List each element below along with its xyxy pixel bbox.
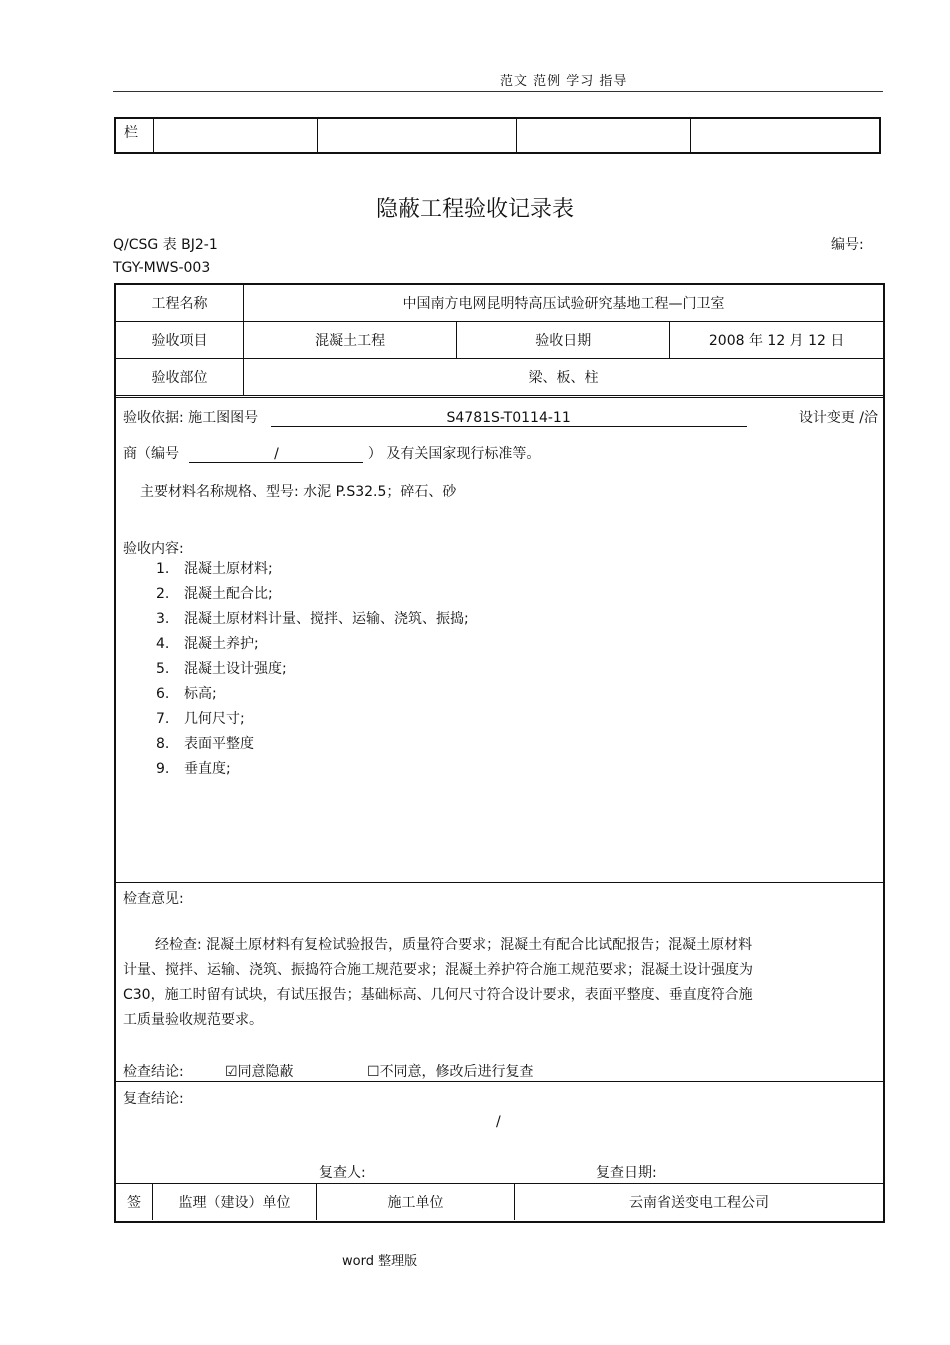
record-form	[114, 283, 885, 1223]
section-divider	[116, 397, 883, 398]
inspection-item-label: 验收项目	[116, 322, 244, 359]
inspection-line: C30，施工时留有试块，有试压报告；基础标高、几何尺寸符合设计要求，表面平整度、垂直度符合施	[123, 987, 753, 1003]
materials-line: 主要材料名称规格、型号: 水泥 P.S32.5；碎石、砂	[140, 484, 457, 500]
list-item	[156, 757, 469, 782]
fragment-cell	[154, 118, 318, 153]
inspection-item-value: 混凝土工程	[244, 322, 457, 359]
inspection-date-label: 验收日期	[457, 322, 670, 359]
review-value: /	[496, 1114, 501, 1130]
previous-table-fragment	[114, 117, 881, 154]
list-item	[156, 632, 469, 657]
signature-table	[116, 1183, 883, 1220]
inspection-part-value: 梁、板、柱	[244, 359, 884, 396]
list-item-number: 3.	[156, 611, 170, 627]
content-label: 验收内容:	[123, 541, 184, 557]
reviewer-label: 复查人:	[319, 1165, 366, 1181]
content-list	[156, 557, 469, 782]
list-item-text: 垂直度;	[184, 761, 231, 777]
construction-unit-name: 云南省送变电工程公司	[515, 1184, 884, 1221]
list-item-number: 5.	[156, 661, 170, 677]
document-title: 隐蔽工程验收记录表	[375, 197, 574, 222]
conclusion-label: 检查结论:	[123, 1064, 184, 1080]
inspection-line: 工质量验收规范要求。	[123, 1012, 263, 1028]
fragment-cell-label: 栏	[115, 118, 154, 153]
list-item-text: 混凝土养护;	[184, 636, 259, 652]
list-item-number: 8.	[156, 736, 170, 752]
list-item	[156, 707, 469, 732]
list-item	[156, 607, 469, 632]
list-item-number: 6.	[156, 686, 170, 702]
form-code: Q/CSG 表 BJ2-1	[113, 237, 218, 253]
drawing-number: S4781S-T0114-11	[271, 410, 747, 427]
inspection-line: 计量、搅拌、运输、浇筑、振捣符合施工规范要求；混凝土养护符合施工规范要求；混凝土设计强度为	[123, 962, 753, 978]
list-item-text: 表面平整度	[184, 736, 254, 752]
list-item-number: 7.	[156, 711, 170, 727]
construction-unit-label: 施工单位	[317, 1184, 515, 1221]
page-header-text: 范文 范例 学习 指导	[500, 74, 628, 89]
list-item-text: 标高;	[184, 686, 217, 702]
project-name-label: 工程名称	[116, 285, 244, 322]
list-item-number: 1.	[156, 561, 170, 577]
fragment-cell	[318, 118, 517, 153]
unchecked-checkbox-icon: ☐	[367, 1064, 380, 1080]
change-number: /	[189, 446, 363, 463]
basis-line2-prefix: 商（编号	[123, 446, 179, 462]
conclusion-line	[123, 1061, 863, 1081]
list-item-text: 混凝土配合比;	[184, 586, 273, 602]
basis-line2-suffix: ） 及有关国家现行标准等。	[367, 446, 541, 462]
list-item	[156, 657, 469, 682]
fragment-cell	[691, 118, 881, 153]
inspection-line: 经检查: 混凝土原材料有复检试验报告，质量符合要求；混凝土有配合比试配报告；混凝土原材料	[155, 937, 753, 953]
form-code-2: TGY-MWS-003	[113, 260, 211, 276]
list-item-text: 混凝土设计强度;	[184, 661, 287, 677]
list-item	[156, 682, 469, 707]
disagree-option[interactable]	[367, 1061, 534, 1081]
fragment-cell	[517, 118, 691, 153]
disagree-label: 不同意，修改后进行复查	[379, 1064, 534, 1080]
list-item	[156, 582, 469, 607]
inspection-text	[123, 933, 843, 1033]
inspection-part-label: 验收部位	[116, 359, 244, 396]
supervisor-unit-label: 监理（建设）单位	[153, 1184, 317, 1221]
list-item-text: 混凝土原材料计量、搅拌、运输、浇筑、振捣;	[184, 611, 469, 627]
basis-line-1	[123, 407, 878, 427]
design-change-label: 设计变更 /洽	[798, 410, 878, 426]
sign-label: 签	[116, 1184, 153, 1221]
list-item-number: 9.	[156, 761, 170, 777]
basis-line-2	[123, 443, 540, 463]
checked-checkbox-icon: ☑	[225, 1064, 238, 1080]
section-divider	[116, 882, 883, 883]
project-name-value: 中国南方电网昆明特高压试验研究基地工程—门卫室	[244, 285, 884, 322]
list-item-number: 4.	[156, 636, 170, 652]
list-item-text: 几何尺寸;	[184, 711, 245, 727]
header-rule	[113, 91, 883, 92]
review-date-label: 复查日期:	[596, 1165, 657, 1181]
basis-prefix: 验收依据: 施工图图号	[123, 410, 259, 426]
agree-label: 同意隐蔽	[237, 1064, 294, 1080]
list-item-number: 2.	[156, 586, 170, 602]
list-item	[156, 557, 469, 582]
info-table	[116, 285, 883, 396]
page-footer: word 整理版	[342, 1254, 418, 1269]
agree-option[interactable]	[225, 1061, 294, 1081]
inspection-label: 检查意见:	[123, 891, 184, 907]
review-label: 复查结论:	[123, 1091, 184, 1107]
list-item-text: 混凝土原材料;	[184, 561, 273, 577]
inspection-date-value: 2008 年 12 月 12 日	[670, 322, 883, 359]
list-item	[156, 732, 469, 757]
section-divider	[116, 1081, 883, 1082]
serial-number-label: 编号:	[831, 237, 864, 253]
